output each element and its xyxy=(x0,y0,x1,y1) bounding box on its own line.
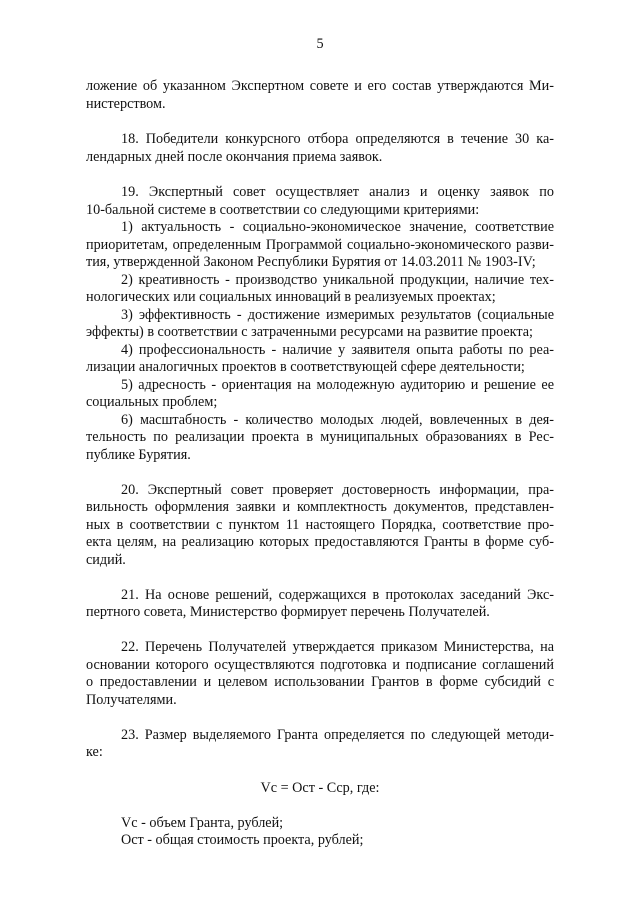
text-line: 19. Экспертный совет осуществляет анализ и оценку заявок по xyxy=(121,184,554,200)
text-line: вильность оформления заявки и комплектность документов, представлен- xyxy=(86,499,554,515)
text-line: 6) масштабность - количество молодых людей, вовлеченных в дея- xyxy=(121,412,554,428)
text-line: нистерством. xyxy=(86,96,166,112)
text-line: 5) адресность - ориентация на молодежную аудиторию и решение ее xyxy=(121,377,554,393)
text-line: пертного совета, Министерство формирует перечень Получателей. xyxy=(86,604,490,620)
text-line: 18. Победители конкурсного отбора определяются в течение 30 ка- xyxy=(121,131,554,147)
text-line: 2) креативность - производство уникальной продукции, наличие тех- xyxy=(121,272,554,288)
text-line: сидий. xyxy=(86,552,126,568)
text-line: о предоставлении и целевом использовании Грантов в форме субсидий с xyxy=(86,674,554,690)
text-line: 23. Размер выделяемого Гранта определяется по следующей методи- xyxy=(121,727,554,743)
text-line: екта целям, на реализацию которых предоставляются Гранты в форме суб- xyxy=(86,534,554,550)
text-line: эффекты) в соответствии с затраченными ресурсами на развитие проекта; xyxy=(86,324,533,340)
text-line: Vc - объем Гранта, рублей; xyxy=(121,815,284,831)
text-line: ложение об указанном Экспертном совете и его состав утверждаются Ми- xyxy=(86,78,554,94)
text-line: Ост - общая стоимость проекта, рублей; xyxy=(121,832,364,848)
text-line: 21. На основе решений, содержащихся в протоколах заседаний Экс- xyxy=(121,587,554,603)
text-line: социальных проблем; xyxy=(86,394,218,410)
text-line: тельность по реализации проекта в муниципальных образованиях в Рес- xyxy=(86,429,554,445)
text-line: 4) профессиональность - наличие у заявителя опыта работы по реа- xyxy=(121,342,554,358)
text-line: тия, утвержденной Законом Республики Бурятия от 14.03.2011 № 1903-IV; xyxy=(86,254,536,270)
text-line: Получателями. xyxy=(86,692,177,708)
text-line: 22. Перечень Получателей утверждается приказом Министерства, на xyxy=(121,639,554,655)
formula: Vc = Ост - Сср, где: xyxy=(260,780,380,796)
text-line: публике Бурятия. xyxy=(86,447,191,463)
text-line: лизации аналогичных проектов в соответствующей сфере деятельности; xyxy=(86,359,525,375)
text-line: ных в соответствии с пунктом 11 настоящего Порядка, соответствие про- xyxy=(86,517,554,533)
text-line: лендарных дней после окончания приема заявок. xyxy=(86,149,383,165)
text-line: основании которого осуществляются подготовка и подписание соглашений xyxy=(86,657,554,673)
page-number: 5 xyxy=(316,36,324,52)
text-line: 20. Экспертный совет проверяет достоверность информации, пра- xyxy=(121,482,554,498)
text-line: ке: xyxy=(86,744,103,760)
text-line: 10-бальной системе в соответствии со следующими критериями: xyxy=(86,202,480,218)
text-line: 1) актуальность - социально-экономическое значение, соответствие xyxy=(121,219,554,235)
text-line: нологических или социальных инноваций в реализуемых проектах; xyxy=(86,289,496,305)
text-line: 3) эффективность - достижение измеримых результатов (социальные xyxy=(121,307,554,323)
text-line: приоритетам, определенным Программой социально-экономического разви- xyxy=(86,237,554,253)
